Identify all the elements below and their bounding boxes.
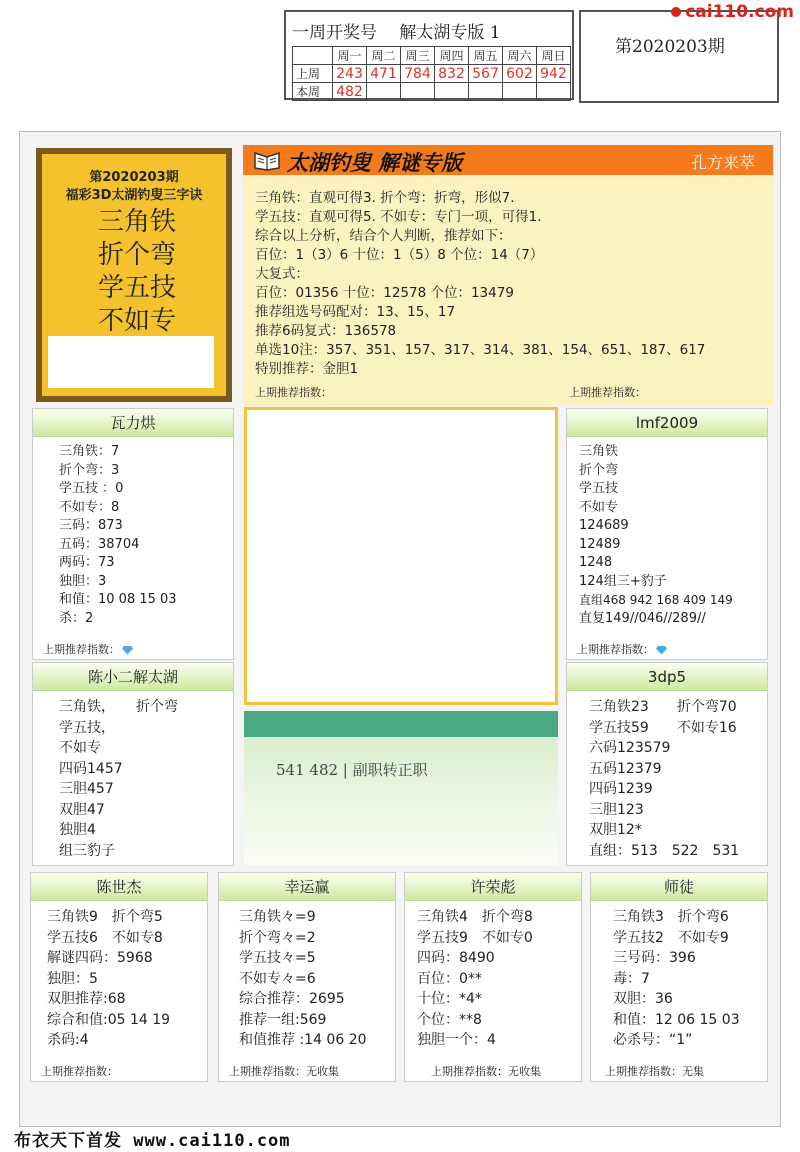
list-item: 不如专: [579, 499, 619, 515]
list-item: 组三豹子: [59, 842, 115, 859]
list-item: 学五技59 不如专16: [589, 719, 737, 736]
center-blank-box: [244, 407, 558, 705]
panel-title: 瓦力烘: [33, 409, 233, 437]
list-item: 三码：873: [59, 518, 123, 533]
panel-footer: 上期推荐指数：: [43, 641, 133, 657]
panel-title: lmf2009: [567, 409, 767, 437]
list-item: 解谜四码：5968: [47, 950, 153, 966]
list-item: 杀码:4: [47, 1032, 89, 1048]
day-header: 周五: [469, 47, 503, 65]
panel-title: 许荣彪: [405, 873, 581, 901]
draw-number: 602: [503, 65, 537, 83]
riddle-line: 折个弯: [98, 240, 177, 270]
site-logo[interactable]: cai110.com: [671, 2, 794, 22]
period-box: [579, 10, 779, 103]
diamond-icon: [656, 646, 667, 655]
list-item: 折个弯：3: [59, 462, 120, 478]
list-item: 折个弯: [579, 462, 619, 478]
list-item: 学五技: [579, 481, 619, 496]
list-item: 三角铁9 折个弯5: [47, 909, 163, 925]
table-row: [293, 83, 571, 101]
panel-xurongbiao: [404, 872, 582, 1082]
analysis-line: 三角铁：直观可得3. 折个弯：折弯，形似7.: [255, 190, 515, 206]
list-item: 独胆一个：4: [417, 1032, 496, 1048]
day-header: 周一: [333, 47, 367, 65]
list-item: 推荐一组:569: [239, 1011, 327, 1028]
list-item: 双胆推荐:68: [47, 991, 126, 1007]
list-item: 两码：73: [59, 555, 115, 570]
period-label: 第2020203期: [615, 37, 725, 57]
list-item: 四码：8490: [417, 950, 495, 966]
draw-results-box: [284, 10, 574, 100]
list-item: 和值：12 06 15 03: [613, 1011, 740, 1028]
panel-title: 师徒: [591, 873, 767, 901]
panel-title: 幸运赢: [219, 873, 395, 901]
list-item: 124689: [579, 518, 629, 533]
list-item: 折个弯々=2: [239, 929, 316, 946]
list-item: 不如专：8: [59, 499, 120, 515]
list-item: 和值：10 08 15 03: [59, 592, 177, 607]
list-item: 独胆4: [59, 822, 96, 838]
analysis-line: 百位：01356 十位：12578 个位：13479: [255, 285, 514, 301]
draw-results-table: [292, 46, 571, 101]
book-icon: [253, 149, 281, 171]
poster-subtitle: 福彩3D太湖钓叟三字诀: [65, 188, 203, 203]
list-item: 五码12379: [589, 760, 662, 777]
day-header: 周四: [435, 47, 469, 65]
table-row: [293, 65, 571, 83]
list-item: 三角铁3 折个弯6: [613, 909, 729, 925]
center-footer-right: 上期推荐指数：: [569, 386, 646, 399]
analysis-line: 百位：1（3）6 十位：1（5）8 个位：14（7）: [255, 247, 544, 263]
list-item: 学五技6 不如专8: [47, 929, 163, 946]
list-item: 三角铁4 折个弯8: [417, 909, 533, 925]
day-header: 周二: [367, 47, 401, 65]
analysis-line: 综合以上分析，结合个人判断，推荐如下：: [255, 228, 512, 244]
poster-period: 第2020203期: [89, 170, 179, 185]
panel-lmf2009: [566, 408, 768, 660]
riddle-line: 不如专: [98, 306, 177, 336]
center-author: 孔方来萃: [690, 153, 755, 172]
list-item: 三角铁々=9: [239, 909, 316, 925]
list-item: 三胆457: [59, 781, 114, 797]
list-item: 双胆47: [59, 801, 105, 818]
panel-xingyunying: [218, 872, 396, 1082]
draw-number: 567: [469, 65, 503, 83]
panel-footer: 上期推荐指数：无收集: [431, 1065, 541, 1078]
list-item: 学五技，: [59, 719, 115, 736]
day-header: 周日: [537, 47, 571, 65]
riddle-line: 三角铁: [98, 207, 177, 237]
list-item: 直组468 942 168 409 149: [579, 593, 733, 607]
list-item: 必杀号：“1”: [613, 1032, 693, 1048]
analysis-line: 特别推荐：金胆1: [255, 361, 359, 377]
center-green-text: 541 482 | 副职转正职: [276, 761, 428, 779]
panel-walihong: [32, 408, 234, 660]
list-item: 学五技9 不如专0: [417, 929, 533, 946]
list-item: 个位：**8: [417, 1011, 482, 1028]
analysis-line: 推荐组选号码配对：13、15、17: [255, 304, 456, 320]
list-item: 独胆：5: [47, 970, 98, 987]
panel-chenshijie: [30, 872, 208, 1082]
row-label: 本周: [293, 83, 333, 101]
center-green-box: [244, 711, 558, 865]
list-item: 三角铁：7: [59, 444, 120, 459]
draw-number: 243: [333, 65, 367, 83]
draw-results-title: 一周开奖号 解太湖专版 1: [292, 23, 501, 43]
day-header: 周三: [401, 47, 435, 65]
list-item: 四码1457: [59, 760, 123, 777]
center-title: 太湖钓叟 解谜专版: [287, 150, 463, 175]
list-item: 毒：7: [613, 970, 650, 987]
poster: [36, 148, 232, 402]
day-header: 周六: [503, 47, 537, 65]
list-item: 三角铁， 折个弯: [59, 699, 178, 715]
analysis-line: 大复式：: [255, 266, 309, 282]
center-header: [243, 145, 773, 175]
bottom-site-banner[interactable]: 布衣天下首发 www.cai110.com: [14, 1131, 291, 1151]
draw-number: 942: [537, 65, 571, 83]
diamond-icon: [122, 646, 133, 655]
list-item: 直组：513 522 531: [589, 842, 740, 859]
list-item: 1248: [579, 555, 613, 570]
panel-title: 3dp5: [567, 663, 767, 691]
list-item: 三号码：396: [613, 950, 696, 966]
panel-footer: 上期推荐指数：无集: [605, 1065, 704, 1078]
list-item: 12489: [579, 536, 621, 552]
draw-number: 784: [401, 65, 435, 83]
list-item: 五码：38704: [59, 536, 140, 552]
list-item: 学五技2 不如专9: [613, 929, 729, 946]
list-item: 十位：*4*: [417, 991, 482, 1007]
green-bar: [244, 711, 558, 737]
draw-number: 482: [333, 83, 367, 101]
list-item: 学五技々=5: [239, 950, 316, 966]
list-item: 百位：0**: [417, 970, 482, 987]
list-item: 双胆12*: [589, 822, 642, 838]
panel-shitu: [590, 872, 768, 1082]
list-item: 三角铁23 折个弯70: [589, 699, 737, 715]
panel-title: 陈世杰: [31, 873, 207, 901]
draw-number: 832: [435, 65, 469, 83]
list-item: 不如专: [59, 740, 101, 756]
list-item: 综合推荐：2695: [239, 991, 345, 1007]
list-item: 直复149//046//289//: [579, 610, 706, 626]
logo-dot-icon: [671, 7, 681, 17]
panel-footer: 上期推荐指数：: [577, 641, 667, 657]
list-item: 学五技 ：0: [59, 481, 124, 496]
list-item: 杀：2: [59, 610, 94, 626]
list-item: 不如专々=6: [239, 970, 316, 987]
poster-riddle: [98, 206, 176, 338]
center-analysis: [243, 175, 773, 405]
draw-number: 471: [367, 65, 401, 83]
panel-3dp5: [566, 662, 768, 866]
list-item: 和值推荐 :14 06 20: [239, 1032, 367, 1048]
list-item: 独胆：3: [59, 573, 107, 589]
analysis-line: 单选10注：357、351、157、317、314、381、154、651、187、617: [255, 342, 706, 358]
analysis-line: 学五技：直观可得5. 不如专：专门一项，可得1.: [255, 209, 542, 225]
list-item: 综合和值:05 14 19: [47, 1011, 171, 1028]
panel-chenxiaoer: [32, 662, 234, 866]
list-item: 四码1239: [589, 781, 653, 797]
list-item: 124组三+豹子: [579, 573, 667, 589]
row-label: 上周: [293, 65, 333, 83]
list-item: 双胆：36: [613, 991, 673, 1007]
list-item: 三角铁: [579, 444, 619, 459]
table-header-row: [293, 47, 571, 65]
poster-blank: [48, 336, 214, 388]
list-item: 三胆123: [589, 801, 644, 818]
panel-footer: 上期推荐指数：: [41, 1065, 118, 1078]
center-footer-left: 上期推荐指数：: [255, 386, 332, 399]
panel-footer: 上期推荐指数：无收集: [229, 1065, 339, 1078]
riddle-line: 学五技: [98, 273, 177, 303]
panel-title: 陈小二解太湖: [33, 663, 233, 691]
analysis-line: 推荐6码复式：136578: [255, 323, 397, 339]
list-item: 六码123579: [589, 740, 671, 756]
